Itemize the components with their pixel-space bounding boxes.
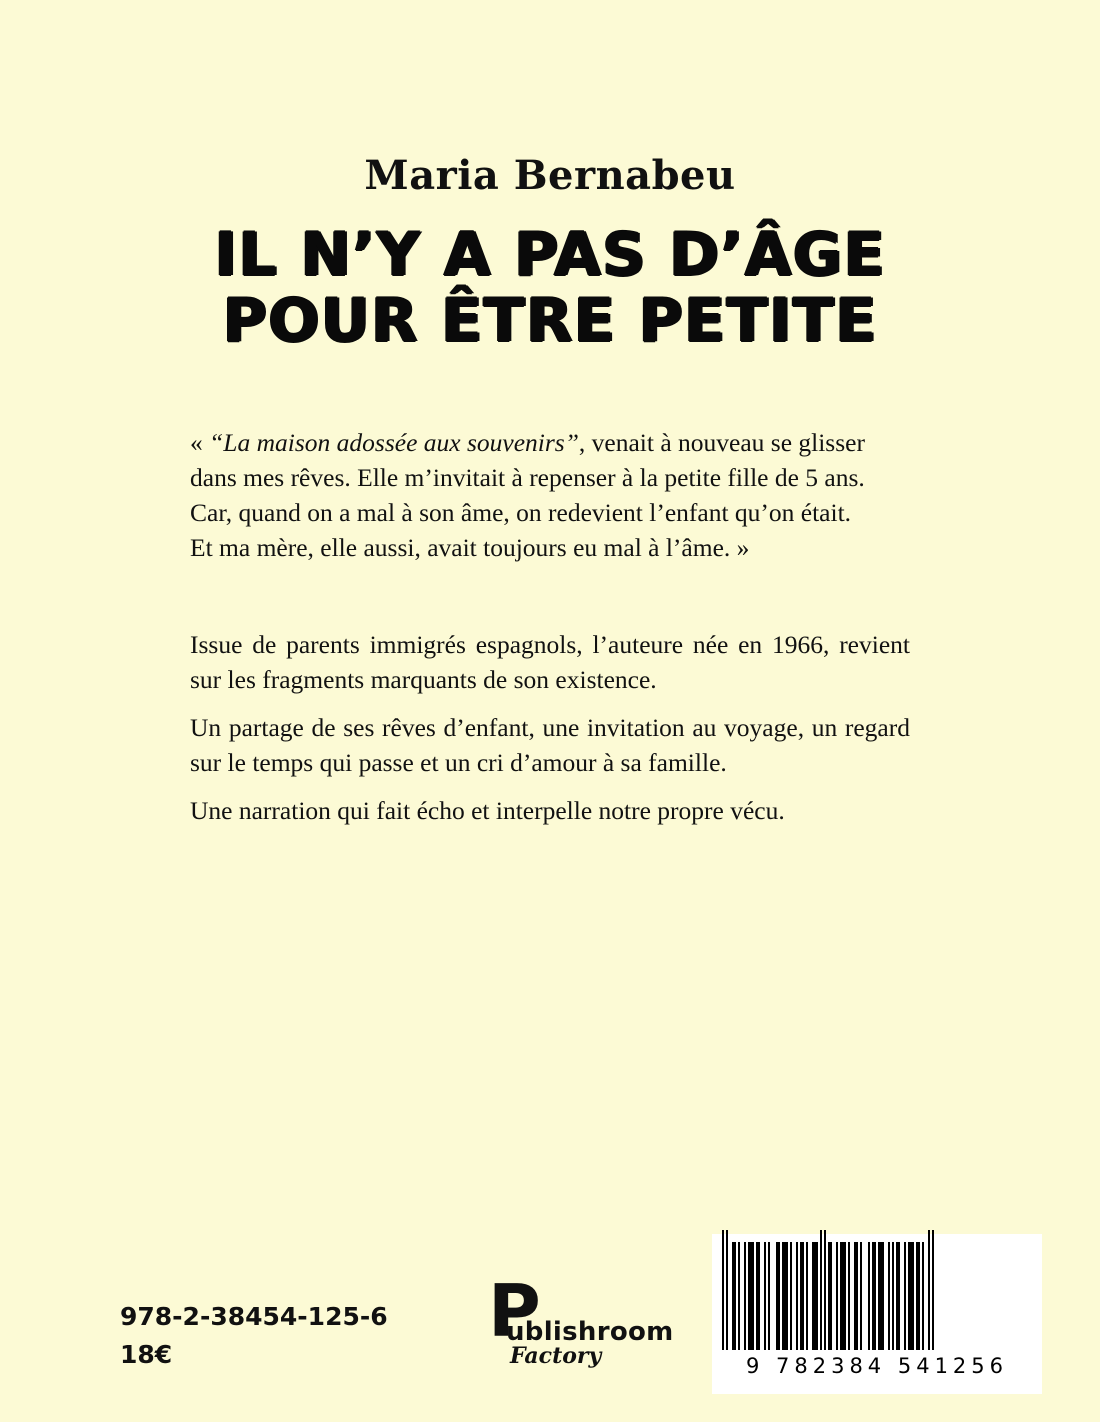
back-cover-text xyxy=(190,425,910,828)
barcode-bars xyxy=(722,1242,1032,1350)
price-label: 18€ xyxy=(120,1340,173,1369)
barcode xyxy=(712,1234,1042,1394)
publisher-initial-letter: P xyxy=(488,1269,541,1353)
quote-line-3: Car, quand on a mal à son âme, on redevient l’enfant qu’on était. xyxy=(190,498,852,527)
quote-italic-phrase: “La maison adossée aux souvenirs” xyxy=(209,428,579,457)
blurb-paragraph-1: Issue de parents immigrés espagnols, l’auteure née en 1966, revient sur les fragments marquants de son existence. xyxy=(190,630,910,694)
blurb-paragraph-3: Une narration qui fait écho et interpelle notre propre vécu. xyxy=(190,796,785,825)
blurb xyxy=(190,627,910,828)
quote-opening-mark: « xyxy=(190,428,210,457)
quote-line-1-rest: , venait à nouveau se glisser xyxy=(578,428,865,457)
book-title-line-2: POUR ÊTRE PETITE xyxy=(222,286,878,356)
quote-line-4: Et ma mère, elle aussi, avait toujours eu mal à l’âme. » xyxy=(190,533,750,562)
quote-line-1 xyxy=(190,425,910,460)
author-name: Maria Bernabeu xyxy=(364,152,736,199)
publisher-subname: Factory xyxy=(510,1343,602,1369)
blurb-paragraph-2: Un partage de ses rêves d’enfant, une invitation au voyage, un regard sur le temps qui passe et un cri d’amour à sa famille. xyxy=(190,713,910,777)
publisher-name: ublishroom xyxy=(506,1317,674,1347)
book-title-line-1: IL N’Y A PAS D’ÂGE xyxy=(214,220,886,290)
barcode-digits: 9 782384 541256 xyxy=(745,1354,1009,1378)
book-title xyxy=(0,222,1100,354)
publisher-logo xyxy=(478,1269,674,1370)
quote-line-2: dans mes rêves. Elle m’invitait à repenser à la petite fille de 5 ans. xyxy=(190,463,865,492)
isbn-price-block xyxy=(120,1298,388,1374)
isbn-number: 978-2-38454-125-6 xyxy=(120,1302,388,1331)
excerpt-quote xyxy=(190,425,910,565)
